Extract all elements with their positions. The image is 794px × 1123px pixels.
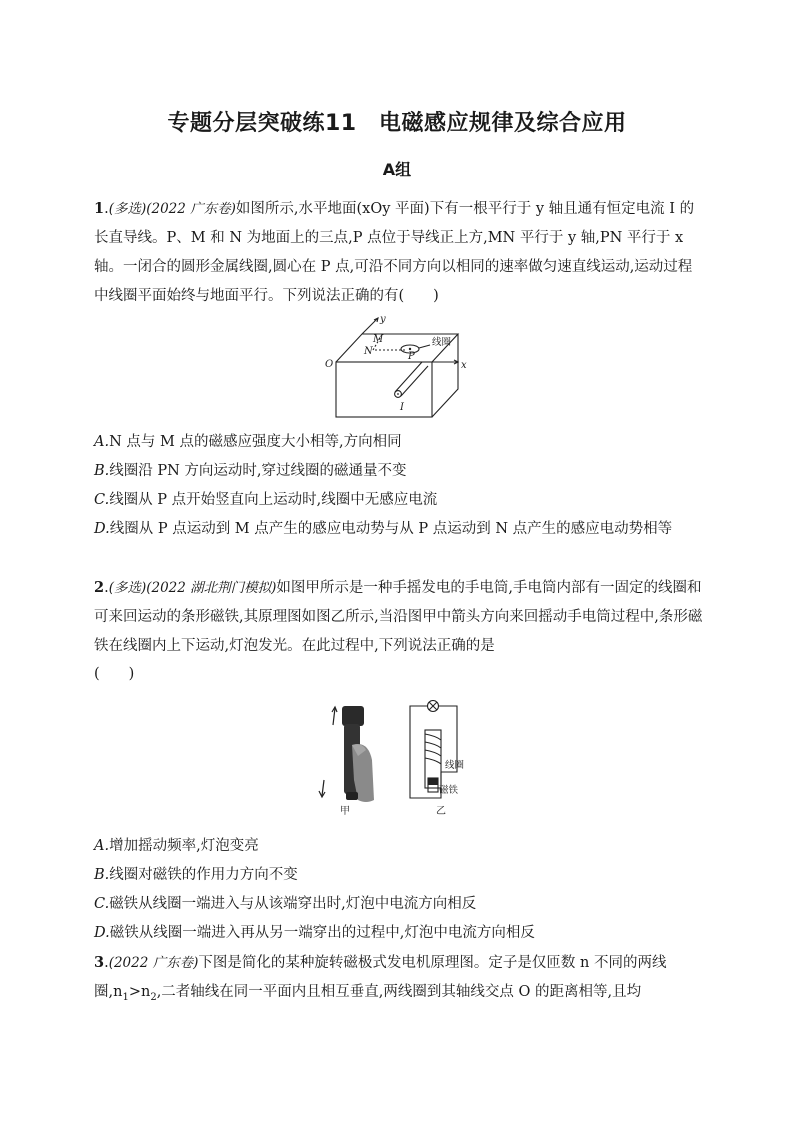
q2-option-c: C.磁铁从线圈一端进入与从该端穿出时,灯泡中电流方向相反: [94, 896, 477, 912]
figure-flashlight: [318, 700, 478, 820]
question-stem: 如图甲所示是一种手摇发电的手电筒,手电筒内部有一固定的线圈和可来回运动的条形磁铁,其原理图如图乙所示,当沿图甲中箭头方向来回摇动手电筒过程中,条形磁铁在线圈内上下运动,灯泡发光。在此过程中,下列说法正确的是: [94, 580, 703, 654]
question-stem: 如图所示,水平地面(xOy 平面)下有一根平行于 y 轴且通有恒定电流 I 的长直导线。P、M 和 N 为地面上的三点,P 点位于导线正上方,MN 平行于 y 轴,PN 平行于 x 轴。一闭合的圆形金属线圈,圆心在 P 点,可沿不同方向以相同的速率做匀速直线运动,运动过程中线圈平面始终与地面平行。下列说法正确的有( ): [94, 201, 695, 304]
label-m: M: [373, 334, 384, 345]
label-x-axis: x: [461, 360, 467, 371]
q2-option-b: B.线圈对磁铁的作用力方向不变: [94, 867, 298, 883]
q2-option-a: A.增加摇动频率,灯泡变亮: [94, 838, 259, 854]
question-number: 3: [94, 954, 105, 971]
label-magnet: 磁铁: [439, 785, 459, 796]
label-coil: 线圈: [432, 337, 452, 348]
question-number: 2: [94, 579, 105, 596]
page-title: 专题分层突破练11 电磁感应规律及综合应用: [167, 111, 627, 136]
question-source: (2022 广东卷): [108, 955, 199, 971]
label-p: P: [408, 351, 415, 362]
question-stem: 下图是简化的某种旋转磁极式发电机原理图。定子是仅匝数 n 不同的两线圈,: [94, 955, 667, 1000]
question-source: (多选)(2022 湖北荆门模拟): [108, 580, 277, 596]
label-current: I: [400, 402, 404, 413]
question-3: 3.(2022 广东卷)下图是简化的某种旋转磁极式发电机原理图。定子是仅匝数 n 不同的两线圈$,n_1>n_2$,二者轴线在同一平面内且相互垂直,两线圈到其轴线交点 O 的距离相等,且均: [94, 954, 667, 1003]
q1-option-b: B.线圈沿 PN 方向运动时,穿过线圈的磁通量不变: [94, 463, 407, 479]
label-coil-2: 线圈: [445, 760, 465, 771]
question-number: 1: [94, 200, 105, 217]
answer-paren: ( ): [94, 666, 135, 682]
label-n: N: [364, 346, 373, 357]
label-y-axis: y: [380, 314, 386, 325]
question-1: 1.(多选)(2022 广东卷)如图所示,水平地面(xOy 平面)下有一根平行于 y 轴且通有恒定电流 I 的长直导线。P、M 和 N 为地面上的三点,P 点位于导线正上方,MN 平行于 y 轴,PN 平行于 x 轴。一闭合的圆形金属线圈,圆心在 P 点,可沿不同方向以相同的速率做匀速直线运动,运动过程中线圈平面始终与地面平行。下列说法正确的有( ): [94, 200, 695, 304]
q2-option-d: D.磁铁从线圈一端进入再从另一端穿出的过程中,灯泡中电流方向相反: [94, 925, 535, 941]
label-yi: 乙: [436, 806, 446, 817]
q1-option-a: A.N 点与 M 点的磁感应强度大小相等,方向相同: [94, 434, 402, 450]
label-jia: 甲: [340, 806, 350, 817]
question-source: (多选)(2022 广东卷): [108, 201, 236, 217]
figure-wire-coil: [318, 312, 478, 422]
question-2: 2.(多选)(2022 湖北荆门模拟)如图甲所示是一种手摇发电的手电筒,手电筒内部有一固定的线圈和可来回运动的条形磁铁,其原理图如图乙所示,当沿图甲中箭头方向来回摇动手电筒过程中,条形磁铁在线圈内上下运动,灯泡发光。在此过程中,下列说法正确的是: [94, 579, 703, 654]
label-origin: O: [325, 359, 334, 370]
group-title: A组: [382, 160, 412, 179]
q1-option-d: D.线圈从 P 点运动到 M 点产生的感应电动势与从 P 点运动到 N 点产生的感应电动势相等: [94, 521, 673, 537]
q1-option-c: C.线圈从 P 点开始竖直向上运动时,线圈中无感应电流: [94, 492, 438, 508]
